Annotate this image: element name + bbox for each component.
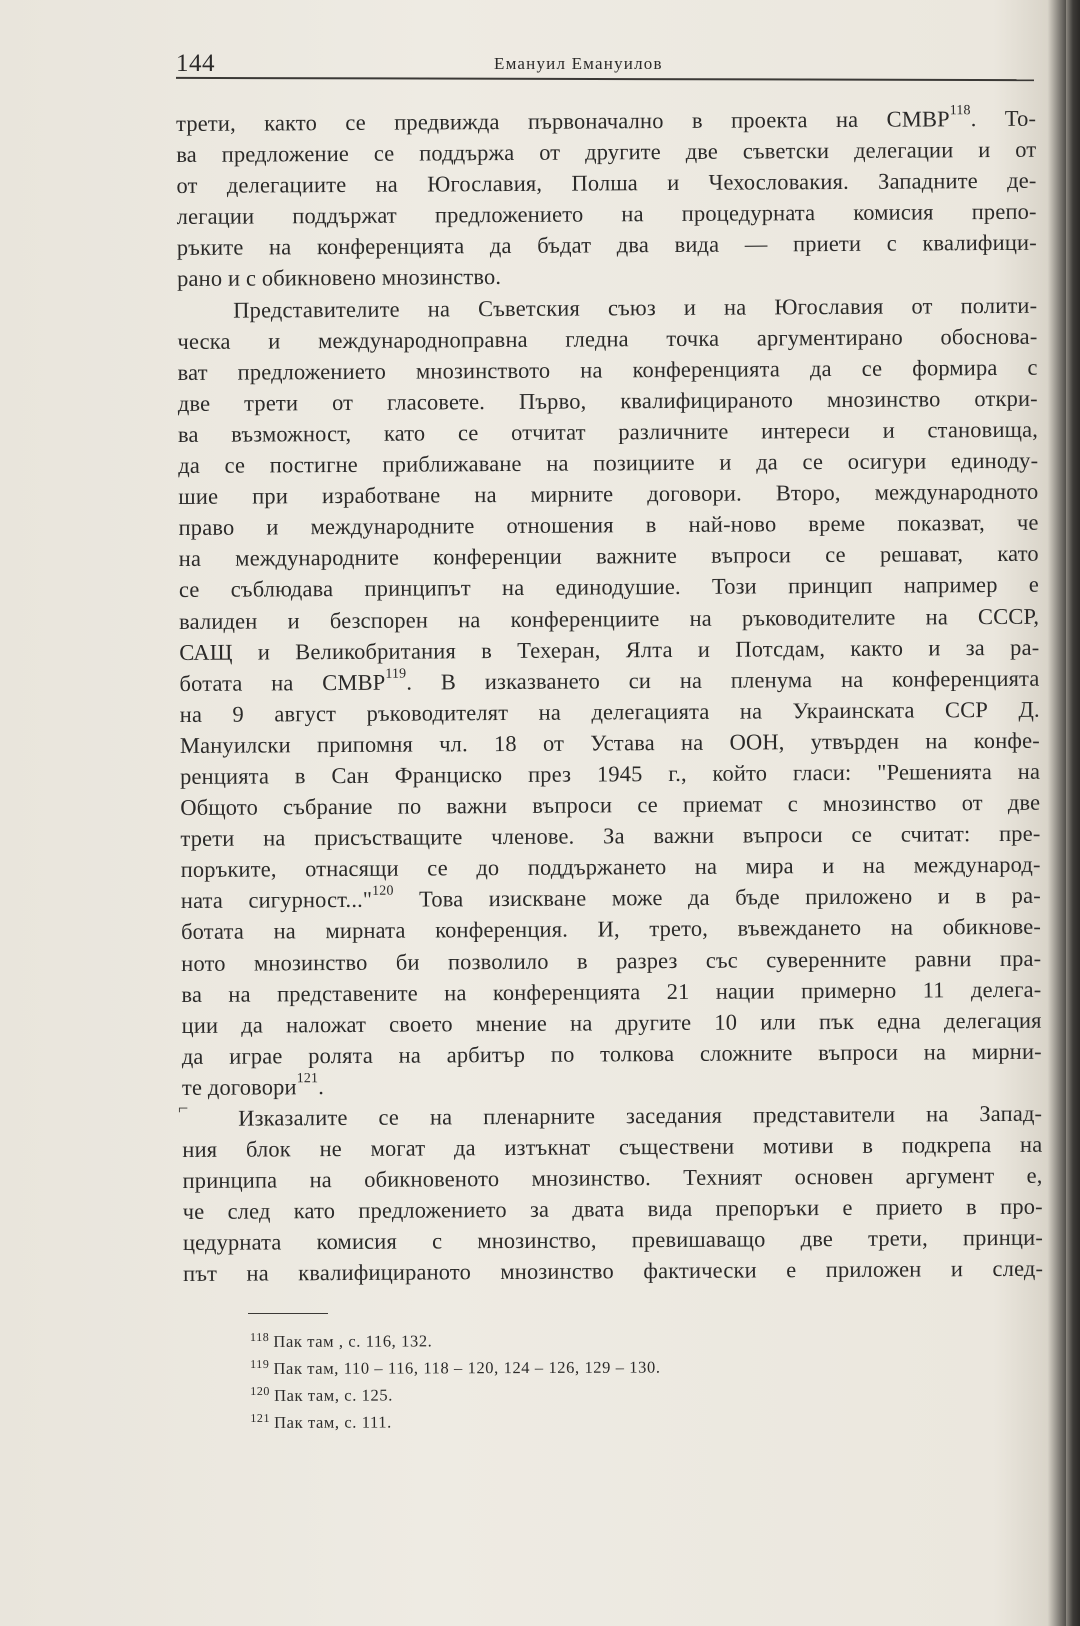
text-line: трети, както се предвижда първоначално в проекта на СМВР$^{118}$. То- xyxy=(176,103,1037,136)
paragraph-2 xyxy=(177,289,1042,1103)
text-line: че след като предложението за двата вида препоръки е прието в про- xyxy=(182,1194,1043,1225)
text-line: път на квалифицираното мнозинство фактически е приложен и след- xyxy=(183,1256,1044,1287)
pencil-mark: ⌐ xyxy=(178,1098,189,1118)
footnote-121: $^{121}$ Пак там, с. 111. xyxy=(250,1410,392,1432)
text-line: ва предложение се поддържа от другите две съветски делегации и от xyxy=(176,136,1037,168)
text-line: те договори$^{121}$. xyxy=(181,1071,325,1100)
text-line: трети на присъстващите членове. За важни въпроси се считат: пре- xyxy=(180,820,1041,852)
text-line: Общото събрание по важни въпроси се приемат с мнозинство от две xyxy=(180,789,1041,821)
text-line: ренцията в Сан Франциско през 1945 г., който гласи: "Решенията на xyxy=(180,758,1041,789)
footnote-ref-119: 119 xyxy=(385,666,407,682)
text-line: две трети от гласовете. Първо, квалифицираното мнозинство откри- xyxy=(177,385,1038,416)
footnote-ref-121: 121 xyxy=(296,1071,319,1087)
footnote-ref-118: 118 xyxy=(949,103,971,119)
text-line: ва на представените на конференцията 21 нации примерно 11 делега- xyxy=(181,976,1042,1007)
text-line: ръките на конференцията да бъдат два вида — приети с квалифици- xyxy=(176,230,1037,261)
text-line: ботата на мирната конференция. И, трето, въвеждането на обикнове- xyxy=(180,914,1042,945)
text-line: на 9 август ръководителят на делегацията на Украинската ССР Д. xyxy=(179,696,1040,727)
page-binding-edge xyxy=(1066,0,1080,1626)
text-line: ния блок не могат да изтъкнат съществени мотиви в подкрепа на xyxy=(182,1131,1043,1163)
text-line: ната сигурност..."$^{120}$ Това изискване може да бъде приложено и в ра- xyxy=(180,883,1041,914)
text-line: Мануилски припомня чл. 18 от Устава на ООН, утвърден на конфе- xyxy=(179,727,1040,758)
footnote-rule xyxy=(248,1313,328,1314)
text-line: легации поддържат предложението на процедурната комисия препо- xyxy=(176,199,1037,230)
footnote-ref-120: 120 xyxy=(372,884,394,900)
text-line: принципа на обикновеното мнозинство. Техният основен аргумент е, xyxy=(182,1162,1043,1194)
text-line: ческа и международноправна гледна точка аргументирано обоснова- xyxy=(177,323,1038,354)
text-line: Изказалите се на пленарните заседания представители на Запад- xyxy=(238,1100,1043,1131)
paragraph-1 xyxy=(176,103,1037,295)
text-line: Представителите на Съветския съюз и на Югославия от полити- xyxy=(233,292,1038,323)
text-line: ции да наложат своето мнение на другите 10 или пък една делегация xyxy=(181,1007,1042,1038)
text-line: ното мнозинство би позволило в разрез със суверенните равни пра- xyxy=(181,945,1042,976)
text-line: САЩ и Великобритания в Техеран, Ялта и Потсдам, както и за ра- xyxy=(179,634,1040,665)
body-text xyxy=(176,103,1043,1290)
text-line: да играе ролята на арбитър по толкова сложните въпроси на мирни- xyxy=(181,1038,1042,1069)
text-line: да се постигне приближаване на позициите и да се осигури единоду- xyxy=(178,447,1039,479)
text-line: ва възможност, като се отчитат различните интереси и становища, xyxy=(177,416,1039,447)
page-number: 144 xyxy=(176,50,215,77)
footnote-120: $^{120}$ Пак там, с. 125. xyxy=(250,1383,393,1405)
text-line: от делегациите на Югославия, Полша и Чехословакия. Западните де- xyxy=(176,167,1037,199)
text-line: ват предложението мнозинството на конференцията да се формира с xyxy=(177,354,1038,385)
text-line: право и международните отношения в най-ново време показват, че xyxy=(178,509,1039,541)
text-line: цедурната комисия с мнозинство, превишаващо две трети, принци- xyxy=(182,1225,1043,1256)
text-line: поръките, отнасящи се до поддържането на мира и на международ- xyxy=(180,851,1041,883)
footnote-119: $^{119}$ Пак там, 110 – 116, 118 – 120, 124 – 126, 129 – 130. xyxy=(250,1356,661,1378)
footnote-118: $^{118}$ Пак там , с. 116, 132. xyxy=(250,1329,433,1351)
text-line: на международните конференции важните въпроси се решават, като xyxy=(178,541,1039,572)
text-line: валиден и безспорен на конференциите на ръководителите на СССР, xyxy=(179,603,1040,634)
footnotes xyxy=(250,1326,810,1436)
paragraph-3 xyxy=(182,1098,1043,1290)
text-line: се съблюдава принципът на единодушие. Този принцип например е xyxy=(178,572,1040,603)
text-line: шие при изработване на мирните договори. Второ, международното xyxy=(178,478,1039,510)
running-title: Емануил Емануилов xyxy=(494,54,663,73)
text-line: рано и с обикновено мнозинство. xyxy=(176,264,502,292)
text-line: ботата на СМВР$^{119}$. В изказването си на пленума на конференцията xyxy=(179,665,1040,696)
